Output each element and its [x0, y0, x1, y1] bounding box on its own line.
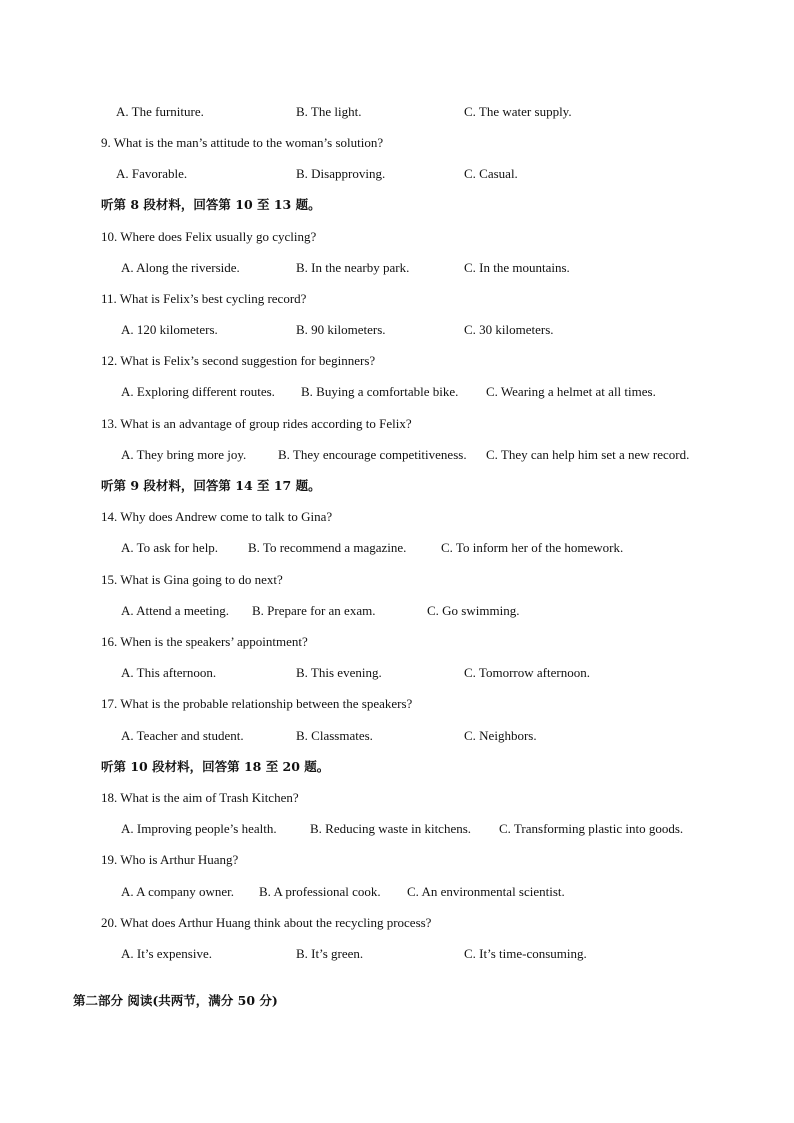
- answer-option: B. Classmates.: [296, 728, 373, 743]
- answer-option: A. It’s expensive.: [121, 946, 212, 961]
- answer-option: B. Buying a comfortable bike.: [301, 384, 459, 399]
- answer-options-row: [0, 103, 794, 121]
- answer-options-row: [0, 602, 794, 620]
- answer-option: C. Wearing a helmet at all times.: [486, 384, 656, 399]
- answer-options-row: [0, 165, 794, 183]
- answer-option: C. 30 kilometers.: [464, 322, 554, 337]
- answer-option: B. To recommend a magazine.: [248, 540, 407, 555]
- answer-option: A. Exploring different routes.: [121, 384, 275, 399]
- part-heading: 第二部分 阅读(共两节，满分 50 分): [73, 993, 278, 1008]
- answer-option: A. This afternoon.: [121, 665, 217, 680]
- answer-options-row: [0, 945, 794, 963]
- answer-option: A. A company owner.: [121, 884, 235, 899]
- answer-options-row: [0, 664, 794, 682]
- answer-option: A. Attend a meeting.: [121, 603, 229, 618]
- answer-option: B. In the nearby park.: [296, 260, 410, 275]
- section-heading: 听第 8 段材料，回答第 10 至 13 题。: [101, 197, 321, 212]
- answer-option: C. It’s time-consuming.: [464, 946, 587, 961]
- answer-option: B. They encourage competitiveness.: [278, 447, 467, 462]
- question-text: 10. Where does Felix usually go cycling?: [101, 229, 317, 244]
- answer-options-row: [0, 383, 794, 401]
- section-heading: 听第 10 段材料，回答第 18 至 20 题。: [101, 759, 330, 774]
- answer-option: C. Transforming plastic into goods.: [499, 821, 684, 836]
- answer-option: A. They bring more joy.: [121, 447, 247, 462]
- question-text: 11. What is Felix’s best cycling record?: [101, 291, 307, 306]
- answer-options-row: [0, 259, 794, 277]
- answer-option: B. The light.: [296, 104, 362, 119]
- answer-option: C. They can help him set a new record.: [486, 447, 690, 462]
- question-text: 9. What is the man’s attitude to the woman’s solution?: [101, 135, 384, 150]
- answer-option: A. Along the riverside.: [121, 260, 240, 275]
- answer-option: C. Go swimming.: [427, 603, 520, 618]
- question-text: 14. Why does Andrew come to talk to Gina?: [101, 509, 333, 524]
- question-text: 18. What is the aim of Trash Kitchen?: [101, 790, 299, 805]
- question-text: 20. What does Arthur Huang think about the recycling process?: [101, 915, 432, 930]
- answer-option: C. In the mountains.: [464, 260, 570, 275]
- answer-options-row: [0, 820, 794, 838]
- answer-option: C. The water supply.: [464, 104, 572, 119]
- answer-option: B. Disapproving.: [296, 166, 386, 181]
- answer-option: A. The furniture.: [116, 104, 204, 119]
- answer-option: B. Prepare for an exam.: [252, 603, 376, 618]
- answer-option: B. This evening.: [296, 665, 382, 680]
- question-text: 16. When is the speakers’ appointment?: [101, 634, 308, 649]
- question-text: 15. What is Gina going to do next?: [101, 572, 283, 587]
- section-heading: 听第 9 段材料，回答第 14 至 17 题。: [101, 478, 321, 493]
- answer-option: C. Neighbors.: [464, 728, 537, 743]
- answer-options-row: [0, 446, 794, 464]
- answer-options-row: [0, 321, 794, 339]
- answer-option: B. A professional cook.: [259, 884, 381, 899]
- answer-option: C. To inform her of the homework.: [441, 540, 624, 555]
- answer-option: A. Improving people’s health.: [121, 821, 277, 836]
- answer-option: A. 120 kilometers.: [121, 322, 218, 337]
- answer-option: B. 90 kilometers.: [296, 322, 386, 337]
- answer-options-row: [0, 539, 794, 557]
- answer-option: C. Tomorrow afternoon.: [464, 665, 590, 680]
- answer-option: C. An environmental scientist.: [407, 884, 565, 899]
- question-text: 19. Who is Arthur Huang?: [101, 852, 239, 867]
- answer-options-row: [0, 883, 794, 901]
- answer-option: A. Teacher and student.: [121, 728, 244, 743]
- answer-option: B. Reducing waste in kitchens.: [310, 821, 472, 836]
- question-text: 12. What is Felix’s second suggestion for beginners?: [101, 353, 376, 368]
- question-text: 13. What is an advantage of group rides according to Felix?: [101, 416, 412, 431]
- answer-option: C. Casual.: [464, 166, 518, 181]
- answer-option: A. Favorable.: [116, 166, 188, 181]
- answer-option: B. It’s green.: [296, 946, 364, 961]
- answer-options-row: [0, 727, 794, 745]
- answer-option: A. To ask for help.: [121, 540, 219, 555]
- question-text: 17. What is the probable relationship between the speakers?: [101, 696, 413, 711]
